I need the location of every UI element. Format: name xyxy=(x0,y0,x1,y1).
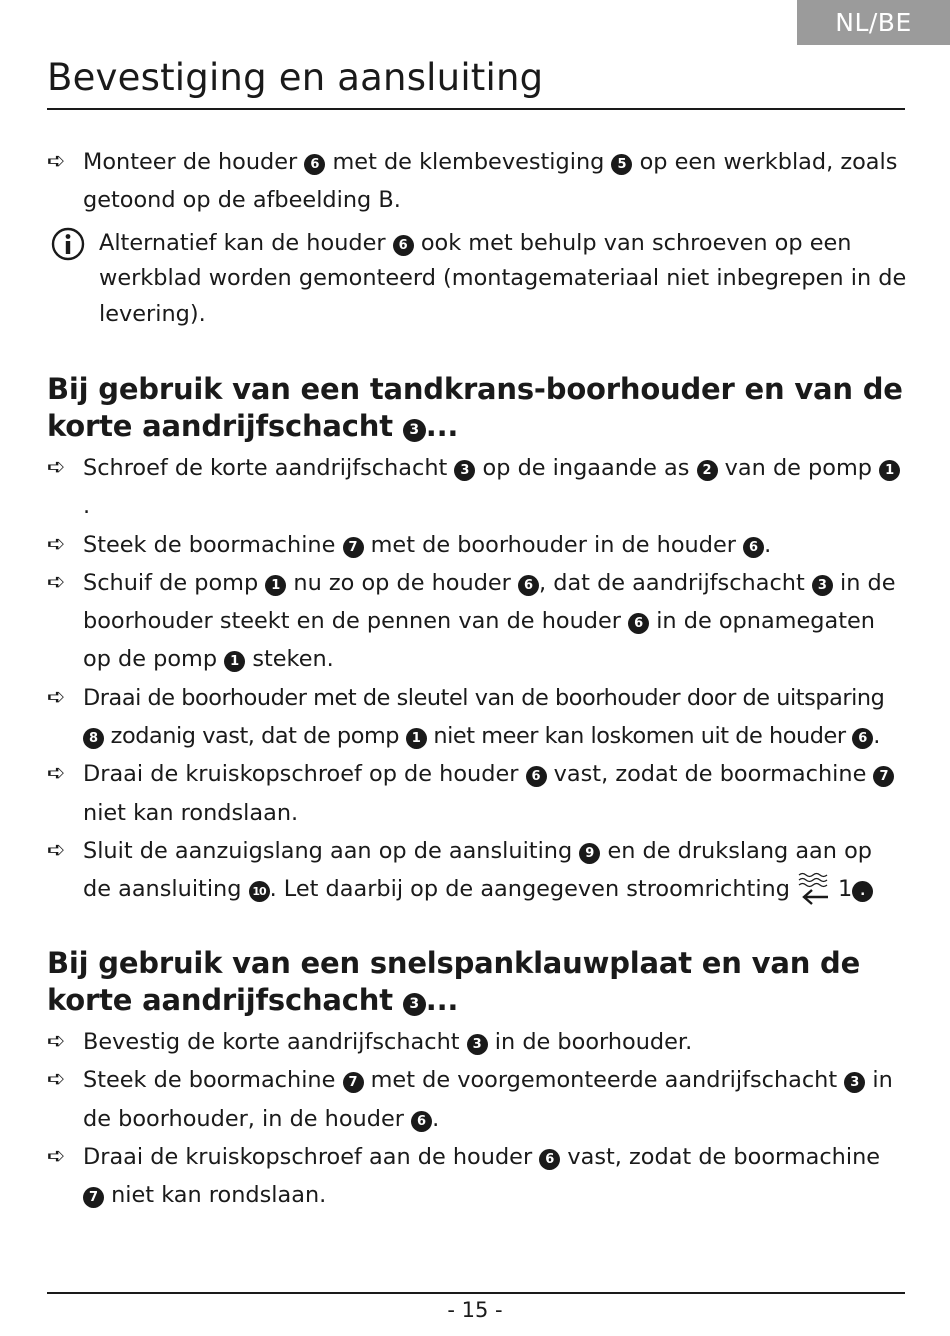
part-number-badge: 10 xyxy=(249,881,270,902)
part-number-badge: 2 xyxy=(697,460,718,481)
part-number-badge: 6 xyxy=(852,728,873,749)
page-number: - 15 - xyxy=(447,1298,503,1322)
section-heading-tandkrans: Bij gebruik van een tandkrans-boorhouder en van de korte aandrijfschacht 3 ... xyxy=(47,372,903,443)
step-item: ➪ Draai de boorhouder met de sleutel van de boorhouder door de uitsparing 8 zodanig vast, dat de pomp 1 niet meer kan loskomen uit de houder 6 . xyxy=(47,679,907,756)
step-item: ➪ Draai de kruiskopschroef op de houder 6 vast, zodat de boormachine 7 niet kan rondslaan. xyxy=(47,755,907,832)
info-icon xyxy=(51,227,85,273)
step-item: ➪ Steek de boormachine 7 met de voorgemonteerde aandrijfschacht 3 in de boorhouder, in de houder 6 . xyxy=(47,1061,907,1138)
part-number-badge: 1 xyxy=(879,460,900,481)
arrow-bullet-icon: ➪ xyxy=(47,1143,66,1169)
title-divider xyxy=(47,108,905,110)
step-item: ➪ Steek de boormachine 7 met de boorhouder in de houder 6 . xyxy=(47,526,907,564)
step-item: ➪ Draai de kruiskopschroef aan de houder 6 vast, zodat de boormachine 7 niet kan rondslaan. xyxy=(47,1138,907,1215)
part-number-badge: 7 xyxy=(873,766,894,787)
footer-divider xyxy=(47,1292,905,1294)
arrow-bullet-icon: ➪ xyxy=(47,149,66,174)
arrow-bullet-icon: ➪ xyxy=(47,684,65,710)
part-number-badge: 3 xyxy=(812,575,833,596)
step-item: ➪ Schuif de pomp 1 nu zo op de houder 6 , dat de aandrijfschacht 3 in de boorhouder steekt en de pennen van de houder 6 in de opnamegaten op de pomp 1 steken. xyxy=(47,564,907,679)
arrow-bullet-icon: ➪ xyxy=(47,455,66,480)
part-number-badge: 8 xyxy=(83,728,104,749)
part-number-badge: 5 xyxy=(611,154,632,175)
arrow-bullet-icon: ➪ xyxy=(47,1029,66,1054)
section2-steps xyxy=(47,1023,907,1214)
part-number-badge: 3 xyxy=(467,1034,488,1055)
part-number-badge: 6 xyxy=(526,766,547,787)
info-note: Alternatief kan de houder 6 ook met behulp van schroeven op een werkblad worden gemonteerd (montagemateriaal niet inbegrepen in de levering). xyxy=(47,226,907,333)
part-number-badge: 6 xyxy=(743,537,764,558)
part-number-badge: 1 xyxy=(224,651,245,672)
part-number-badge: 1 xyxy=(406,728,427,749)
arrow-bullet-icon: ➪ xyxy=(47,837,66,863)
page-title: Bevestiging en aansluiting xyxy=(47,56,544,99)
flow-direction-icon xyxy=(796,870,832,920)
language-tab: NL/BE xyxy=(797,0,950,45)
step-item: ➪ Schroef de korte aandrijfschacht 3 op de ingaande as 2 van de pomp 1. xyxy=(47,449,907,526)
part-number-badge: 6 xyxy=(518,575,539,596)
part-number-badge: 3 xyxy=(403,993,426,1016)
part-number-badge: 3 xyxy=(403,419,426,442)
step-item: ➪ Sluit de aanzuigslang aan op de aansluiting 9 en de drukslang aan op de aansluiting 10 . Let daarbij op de aangegeven stroomrichting 1 . xyxy=(47,832,907,921)
section1-steps xyxy=(47,449,907,921)
part-number-badge: 3 xyxy=(454,460,475,481)
part-number-badge: 6 xyxy=(628,613,649,634)
part-number-badge: 7 xyxy=(83,1187,104,1208)
section-heading-snelspan: Bij gebruik van een snelspanklauwplaat en van de korte aandrijfschacht 3 ... xyxy=(47,946,861,1017)
intro-step: ➪ Monteer de houder 6 met de klembevestiging 5 op een werkblad, zoals getoond op de afbeelding B. xyxy=(47,143,907,220)
part-number-badge: 3 xyxy=(844,1072,865,1093)
part-number-badge: 7 xyxy=(343,537,364,558)
intro-block xyxy=(47,143,907,332)
arrow-bullet-icon: ➪ xyxy=(47,1067,66,1093)
part-number-badge: 7 xyxy=(343,1072,364,1093)
step-item: ➪ Bevestig de korte aandrijfschacht 3 in de boorhouder. xyxy=(47,1023,907,1061)
part-number-badge: 6 xyxy=(304,154,325,175)
part-number-badge: 9 xyxy=(579,843,600,864)
arrow-bullet-icon: ➪ xyxy=(47,531,66,557)
arrow-bullet-icon: ➪ xyxy=(47,761,66,787)
part-number-badge: 6 xyxy=(411,1111,432,1132)
part-number-badge: 1 xyxy=(265,575,286,596)
part-number-badge: 6 xyxy=(393,235,414,256)
part-number-badge: . xyxy=(852,881,873,902)
part-number-badge: 6 xyxy=(539,1149,560,1170)
arrow-bullet-icon: ➪ xyxy=(47,569,66,595)
